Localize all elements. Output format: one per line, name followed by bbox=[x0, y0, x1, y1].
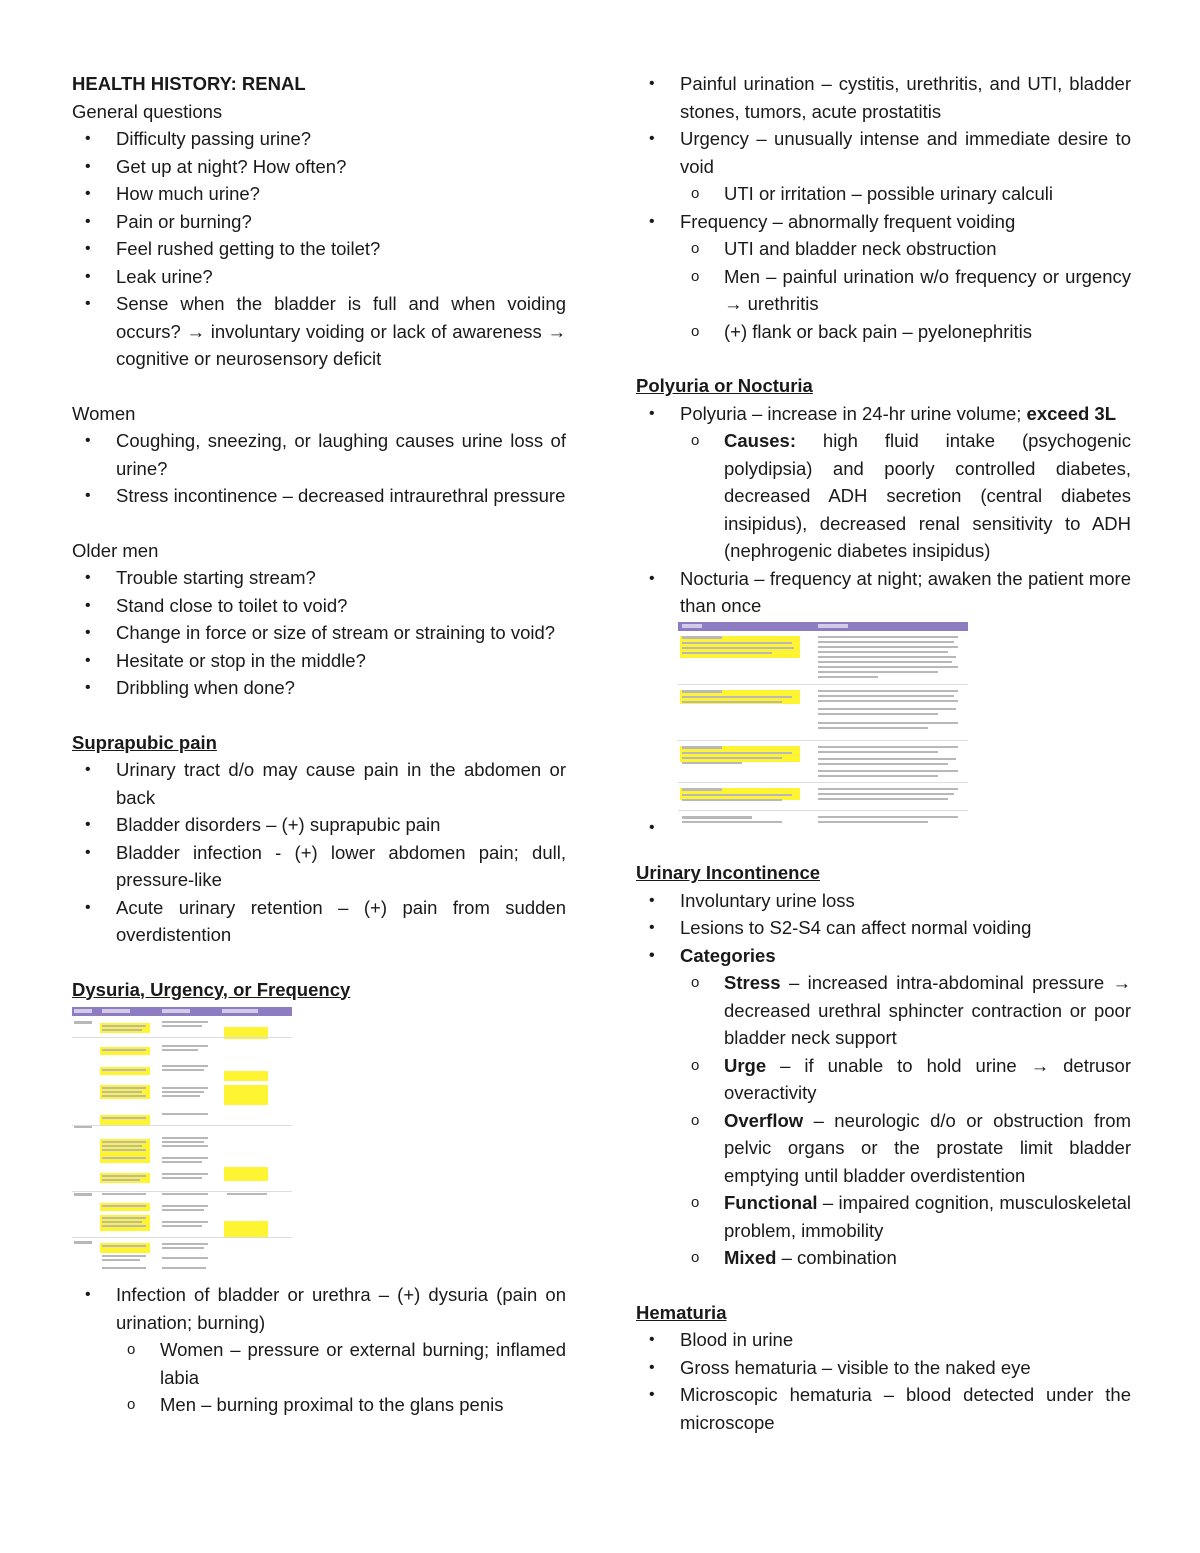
list-item: • Leak urine? bbox=[72, 263, 566, 291]
dysuria-list bbox=[72, 1281, 566, 1419]
list-item: • Stand close to toilet to void? bbox=[72, 592, 566, 620]
category-name: Functional bbox=[724, 1192, 818, 1213]
list-item: • Microscopic hematuria – blood detected under the microscope bbox=[636, 1381, 1131, 1436]
list-item: • Infection of bladder or urethra – (+) dysuria (pain on urination; burning) bbox=[72, 1281, 566, 1336]
category-desc: – neurologic d/o or obstruction from pelvic organs or the prostate limit bladder emptying until bladder overdistention bbox=[724, 1109, 1131, 1186]
dysuria-table-image bbox=[72, 1007, 292, 1273]
list-subitem bbox=[636, 1244, 1131, 1272]
list-subitem: o UTI and bladder neck obstruction bbox=[636, 235, 1131, 263]
list-item: • Dribbling when done? bbox=[72, 674, 566, 702]
list-item: • Stress incontinence – decreased intraurethral pressure bbox=[72, 482, 566, 510]
list-subitem bbox=[636, 1107, 1131, 1190]
list-subitem bbox=[636, 1189, 1131, 1244]
list-item: • Acute urinary retention – (+) pain from sudden overdistention bbox=[72, 894, 566, 949]
incontinence-table-image bbox=[678, 622, 968, 832]
list-subitem: o UTI or irritation – possible urinary calculi bbox=[636, 180, 1131, 208]
list-item: • Blood in urine bbox=[636, 1326, 1131, 1354]
list-item: • Urgency – unusually intense and immediate desire to void bbox=[636, 125, 1131, 180]
list-subitem: o (+) flank or back pain – pyelonephritis bbox=[636, 318, 1131, 346]
list-item: • Sense when the bladder is full and when voiding occurs? → involuntary voiding or lack of awareness → cognitive or neurosensory deficit bbox=[72, 290, 566, 373]
symptoms-list bbox=[636, 70, 1131, 345]
list-item: • Nocturia – frequency at night; awaken the patient more than once bbox=[636, 565, 1131, 620]
list-subitem bbox=[636, 1052, 1131, 1107]
list-item: • Trouble starting stream? bbox=[72, 564, 566, 592]
general-questions-label: General questions bbox=[72, 100, 223, 122]
category-name: Overflow bbox=[724, 1109, 804, 1131]
list-item: • Hesitate or stop in the middle? bbox=[72, 647, 566, 675]
empty-bullet-list bbox=[636, 814, 1131, 842]
dysuria-heading: Dysuria, Urgency, or Frequency bbox=[72, 978, 351, 1000]
list-item: • Involuntary urine loss bbox=[636, 887, 1131, 915]
category-name: Urge bbox=[724, 1054, 767, 1076]
right-column bbox=[636, 70, 1131, 1436]
causes-label: Causes: bbox=[724, 430, 796, 451]
list-item: • Get up at night? How often? bbox=[72, 153, 566, 181]
polyuria-list bbox=[636, 400, 1131, 620]
list-item: • Difficulty passing urine? bbox=[72, 125, 566, 153]
category-desc: – if unable to hold urine → detrusor overactivity bbox=[724, 1054, 1131, 1103]
list-subitem: o Men – painful urination w/o frequency or urgency → urethritis bbox=[636, 263, 1131, 318]
polyuria-threshold: exceed 3L bbox=[1026, 402, 1117, 424]
left-column bbox=[72, 70, 566, 1419]
empty-list-item bbox=[636, 814, 1131, 842]
list-item bbox=[636, 400, 1131, 428]
list-subitem bbox=[636, 427, 1131, 565]
older-men-list bbox=[72, 564, 566, 702]
older-men-label: Older men bbox=[72, 539, 159, 561]
list-item: • Coughing, sneezing, or laughing causes urine loss of urine? bbox=[72, 427, 566, 482]
suprapubic-list bbox=[72, 756, 566, 949]
list-item: • Feel rushed getting to the toilet? bbox=[72, 235, 566, 263]
category-desc: – increased intra-abdominal pressure → decreased urethral sphincter contraction or poor bladder neck support bbox=[724, 972, 1131, 1048]
suprapubic-heading: Suprapubic pain bbox=[72, 731, 217, 753]
list-item: • Gross hematuria – visible to the naked eye bbox=[636, 1354, 1131, 1382]
women-list bbox=[72, 427, 566, 510]
list-item: • Urinary tract d/o may cause pain in the abdomen or back bbox=[72, 756, 566, 811]
list-item: • Bladder infection - (+) lower abdomen pain; dull, pressure-like bbox=[72, 839, 566, 894]
causes-text: high fluid intake (psychogenic polydipsia) and poorly controlled diabetes, decreased ADH secretion (central diabetes insipidus), decreased renal sensitivity to ADH (nephrogenic diabetes insipidus) bbox=[724, 430, 1131, 561]
list-item: • Bladder disorders – (+) suprapubic pain bbox=[72, 811, 566, 839]
women-label: Women bbox=[72, 402, 136, 424]
categories-label: • Categories bbox=[636, 942, 1131, 970]
hematuria-list bbox=[636, 1326, 1131, 1436]
list-item: • Lesions to S2-S4 can affect normal voiding bbox=[636, 914, 1131, 942]
list-item: • Frequency – abnormally frequent voiding bbox=[636, 208, 1131, 236]
list-subitem: o Men – burning proximal to the glans penis bbox=[72, 1391, 566, 1419]
polyuria-heading: Polyuria or Nocturia bbox=[636, 375, 813, 396]
category-desc: – impaired cognition, musculoskeletal problem, immobility bbox=[724, 1192, 1131, 1241]
category-desc: – combination bbox=[776, 1247, 897, 1268]
incontinence-heading: Urinary Incontinence bbox=[636, 862, 821, 883]
document-title: HEALTH HISTORY: RENAL bbox=[72, 73, 306, 94]
general-questions-list bbox=[72, 125, 566, 373]
incontinence-list bbox=[636, 887, 1131, 1272]
list-item: • Change in force or size of stream or straining to void? bbox=[72, 619, 566, 647]
list-subitem bbox=[636, 969, 1131, 1052]
list-item: • Pain or burning? bbox=[72, 208, 566, 236]
category-name: Mixed bbox=[724, 1247, 777, 1268]
category-name: Stress bbox=[724, 972, 781, 993]
list-subitem: o Women – pressure or external burning; inflamed labia bbox=[72, 1336, 566, 1391]
polyuria-text: Polyuria – increase in 24-hr urine volume; bbox=[680, 402, 1027, 424]
list-item: • Painful urination – cystitis, urethritis, and UTI, bladder stones, tumors, acute prostatitis bbox=[636, 70, 1131, 125]
list-item: • How much urine? bbox=[72, 180, 566, 208]
hematuria-heading: Hematuria bbox=[636, 1301, 727, 1323]
